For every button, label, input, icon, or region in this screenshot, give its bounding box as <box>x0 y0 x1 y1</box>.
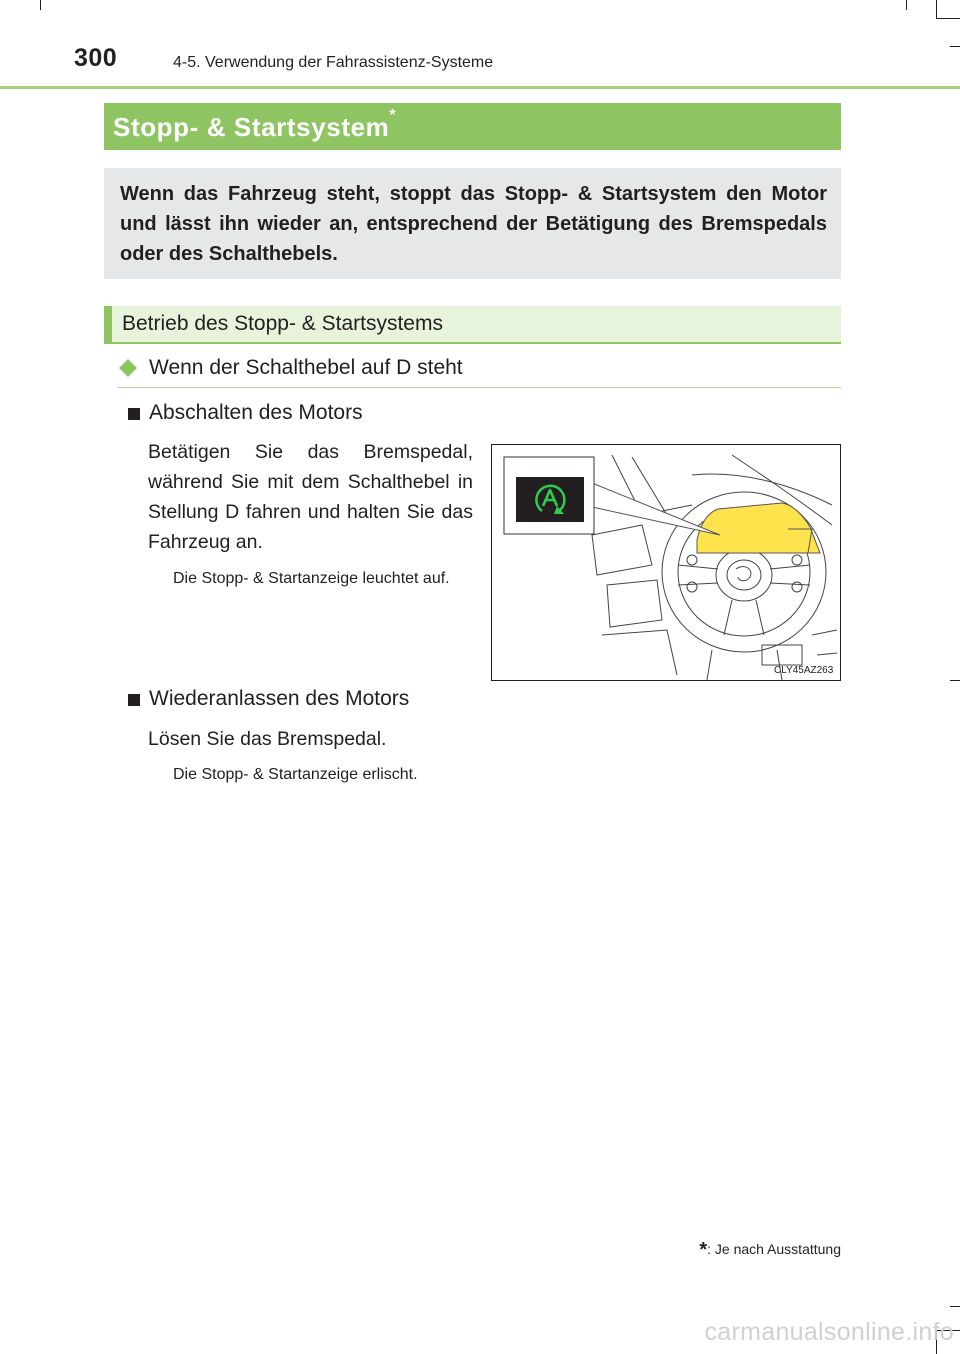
diamond-bullet-icon <box>118 358 138 378</box>
subsection-rule <box>118 387 841 388</box>
square-bullet-icon <box>128 408 140 420</box>
header-rule <box>0 86 960 89</box>
crop-mark <box>906 0 907 10</box>
page-number: 300 <box>74 44 118 72</box>
crop-mark <box>936 0 937 18</box>
subsection-marker <box>104 306 112 342</box>
crop-mark <box>950 1306 960 1307</box>
item-body: Lösen Sie das Bremspedal. <box>148 728 387 750</box>
item-heading: Wiederanlassen des Motors <box>149 687 410 710</box>
asterisk-icon: * <box>389 107 397 124</box>
square-bullet-icon <box>128 694 140 706</box>
subsection-bar <box>104 306 841 344</box>
callout-pointer <box>592 483 720 535</box>
dashboard-illustration <box>491 444 841 681</box>
watermark-link[interactable]: carmanualsonline.info <box>704 1318 954 1346</box>
subsection-heading: Wenn der Schalthebel auf D steht <box>149 356 463 379</box>
subsection-title: Betrieb des Stopp- & Startsystems <box>122 312 443 335</box>
crop-mark <box>40 0 41 10</box>
intro-box <box>104 168 841 279</box>
page-title <box>113 107 397 143</box>
page-title-text: Stopp- & Startsystem <box>113 112 390 142</box>
item-note: Die Stopp- & Startanzeige erlischt. <box>173 766 418 783</box>
figure-code: CLY45AZ263 <box>774 665 834 676</box>
item-note: Die Stopp- & Startanzeige leuchtet auf. <box>173 570 450 587</box>
steering-wheel-illustration <box>492 445 840 680</box>
intro-text: Wenn das Fahrzeug steht, stoppt das Stopp- & Startsystem den Motor und lässt ihn wieder an, entsprechend der Betätigung des Bremspedals oder des Schalthebels. <box>120 183 827 265</box>
chapter-title: 4-5. Verwendung der Fahrassistenz-Systeme <box>173 54 494 71</box>
item-heading: Abschalten des Motors <box>149 401 363 424</box>
crop-mark <box>936 18 960 19</box>
footnote <box>699 1239 841 1262</box>
crop-mark <box>950 46 960 47</box>
asterisk-icon: * <box>699 1239 708 1261</box>
item-body: Betätigen Sie das Bremspedal, während Sie mit dem Schalthebel in Stellung D fahren und halten Sie das Fahrzeug an. <box>148 441 473 553</box>
section-title-bar <box>104 103 841 150</box>
footnote-text: : Je nach Ausstattung <box>707 1241 841 1257</box>
meter-highlight <box>697 503 820 553</box>
crop-mark <box>950 680 960 681</box>
